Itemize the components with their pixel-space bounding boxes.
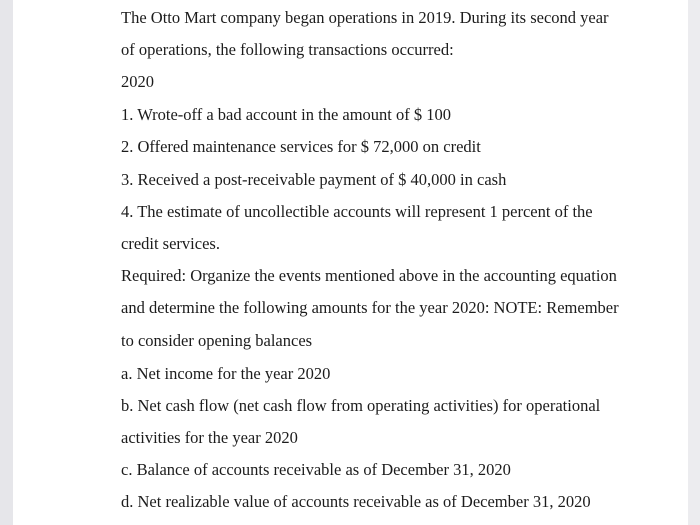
transaction-1: 1. Wrote-off a bad account in the amount of $ 100 <box>121 105 452 124</box>
transaction-2: 2. Offered maintenance services for $ 72,000 on credit <box>121 137 481 156</box>
required-line-3: to consider opening balances <box>121 331 313 350</box>
intro-line-2: of operations, the following transactions occurred: <box>121 40 454 59</box>
question-b-line-1: b. Net cash flow (net cash flow from operating activities) for operational <box>121 396 601 415</box>
right-margin-strip <box>688 0 700 525</box>
intro-line-1: The Otto Mart company began operations in 2019. During its second year <box>121 8 609 27</box>
required-line-1: Required: Organize the events mentioned above in the accounting equation <box>121 266 617 285</box>
question-b-line-2: activities for the year 2020 <box>121 428 298 447</box>
question-c: c. Balance of accounts receivable as of December 31, 2020 <box>121 460 511 479</box>
document-page <box>13 0 688 525</box>
question-d: d. Net realizable value of accounts receivable as of December 31, 2020 <box>121 492 591 511</box>
year-heading: 2020 <box>121 72 154 91</box>
transaction-4-line-1: 4. The estimate of uncollectible accounts will represent 1 percent of the <box>121 202 593 221</box>
transaction-3: 3. Received a post-receivable payment of $ 40,000 in cash <box>121 170 507 189</box>
transaction-4-line-2: credit services. <box>121 234 220 253</box>
question-a: a. Net income for the year 2020 <box>121 364 331 383</box>
left-margin-strip <box>0 0 13 525</box>
required-line-2: and determine the following amounts for the year 2020: NOTE: Remember <box>121 298 619 317</box>
